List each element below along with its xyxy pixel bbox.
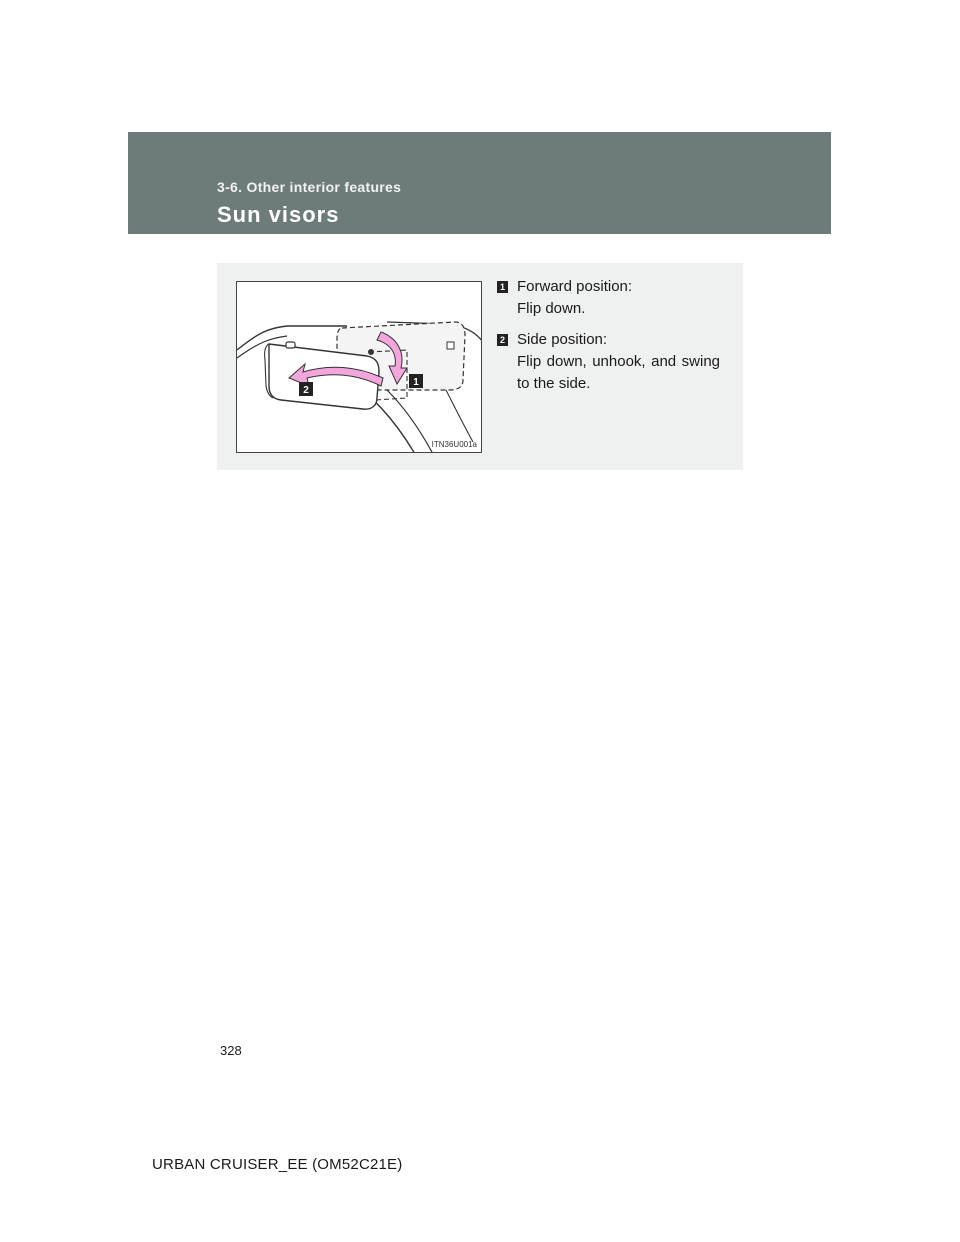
callout-2: 2	[303, 385, 309, 396]
callout-1: 1	[413, 377, 419, 388]
sun-visor-illustration	[236, 281, 482, 453]
step-list	[497, 276, 720, 404]
page-header	[128, 132, 831, 234]
page-number: 328	[220, 1043, 242, 1058]
step-side-position	[497, 329, 720, 395]
step-badge: 1	[497, 281, 508, 293]
figure-code: ITN36U001a	[431, 440, 477, 449]
step-title: Side position:	[517, 331, 608, 348]
step-title: Forward position:	[517, 278, 633, 295]
sun-visor-drawing	[237, 282, 482, 453]
step-description: Flip down.	[517, 300, 586, 317]
page-title: Sun visors	[217, 202, 340, 227]
footer-model-code: URBAN CRUISER_EE (OM52C21E)	[152, 1156, 403, 1173]
step-description: Flip down, unhook, and swing to the side.	[517, 353, 720, 392]
step-badge: 2	[497, 334, 508, 346]
section-label: 3-6. Other interior features	[217, 179, 402, 195]
step-forward-position	[497, 276, 720, 320]
info-panel	[217, 263, 743, 470]
